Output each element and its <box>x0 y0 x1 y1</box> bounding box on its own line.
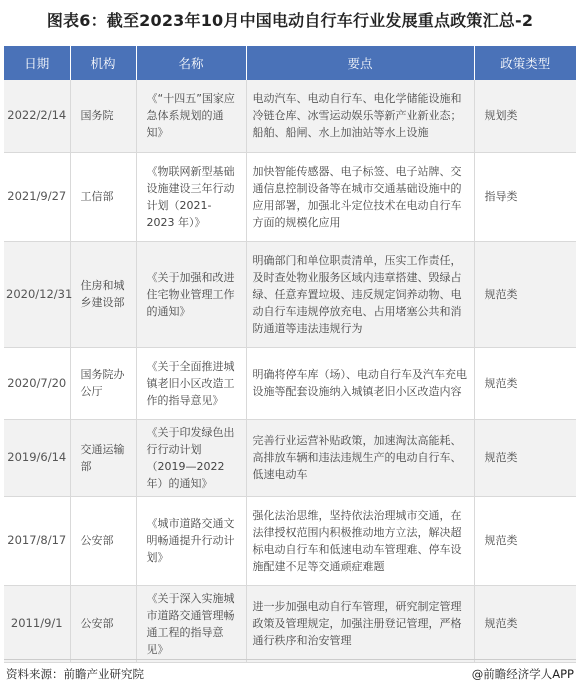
cell-date: 2020/7/20 <box>4 347 70 419</box>
table-row <box>4 152 576 241</box>
table-row <box>4 419 576 496</box>
header-org: 机构 <box>70 46 136 80</box>
header-type: 政策类型 <box>474 46 576 80</box>
cell-name: 《“十四五”国家应急体系规划的通知》 <box>136 80 246 152</box>
table-row <box>4 347 576 419</box>
cell-org: 国务院 <box>70 80 136 152</box>
cell-type: 规范类 <box>474 419 576 496</box>
cell-name: 《城市道路交通文明畅通提升行动计划》 <box>136 496 246 585</box>
header-name: 名称 <box>136 46 246 80</box>
cell-name: 《关于加强和改进住宅物业管理工作的通知》 <box>136 241 246 347</box>
cell-date: 2017/8/17 <box>4 496 70 585</box>
brand-text: @前瞻经济学人APP <box>471 667 574 681</box>
policy-table-container <box>4 46 576 663</box>
cell-points: 明确部门和单位职责清单，压实工作责任，及时查处物业服务区域内违章搭建、毁绿占绿、任意弃置垃圾、违反规定饲养动物、电动自行车违规停放充电、占用堵塞公共和消防通道等违法违规行为 <box>246 241 474 347</box>
page-title: 图表6：截至2023年10月中国电动自行车行业发展重点政策汇总-2 <box>46 11 534 30</box>
cell-points: 加快智能传感器、电子标签、电子站牌、交通信息控制设备等在城市交通基础设施中的应用部署，加强北斗定位技术在电动自行车方面的规模化应用 <box>246 152 474 241</box>
cell-date: 2011/9/1 <box>4 585 70 662</box>
cell-name: 《物联网新型基础设施建设三年行动计划（2021-2023 年）》 <box>136 152 246 241</box>
cell-org: 住房和城乡建设部 <box>70 241 136 347</box>
header-date: 日期 <box>4 46 70 80</box>
cell-points: 完善行业运营补贴政策，加速淘汰高能耗、高排放车辆和违法违规生产的电动自行车、低速电动车 <box>246 419 474 496</box>
cell-date: 2020/12/31 <box>4 241 70 347</box>
cell-name: 《关于全面推进城镇老旧小区改造工作的指导意见》 <box>136 347 246 419</box>
policy-table <box>4 46 576 663</box>
cell-points: 进一步加强电动自行车管理，研究制定管理政策及管理规定，加强注册登记管理，严格通行秩序和治安管理 <box>246 585 474 662</box>
table-row <box>4 80 576 152</box>
cell-type: 规范类 <box>474 347 576 419</box>
cell-points: 明确将停车库（场）、电动自行车及汽车充电设施等配套设施纳入城镇老旧小区改造内容 <box>246 347 474 419</box>
footer-divider <box>4 659 576 660</box>
source-text: 资料来源：前瞻产业研究院 <box>6 667 144 681</box>
cell-type: 指导类 <box>474 152 576 241</box>
cell-type: 规范类 <box>474 241 576 347</box>
table-header-row <box>4 46 576 80</box>
cell-name: 《关于印发绿色出行行动计划（2019—2022 年）的通知》 <box>136 419 246 496</box>
cell-date: 2019/6/14 <box>4 419 70 496</box>
cell-date: 2021/9/27 <box>4 152 70 241</box>
cell-type: 规范类 <box>474 496 576 585</box>
cell-org: 工信部 <box>70 152 136 241</box>
cell-org: 公安部 <box>70 585 136 662</box>
table-row <box>4 241 576 347</box>
cell-org: 公安部 <box>70 496 136 585</box>
cell-points: 电动汽车、电动自行车、电化学储能设施和冷链仓库、冰雪运动娱乐等新产业新业态；船舶、船闸、水上加油站等水上设施 <box>246 80 474 152</box>
header-points: 要点 <box>246 46 474 80</box>
cell-org: 交通运输部 <box>70 419 136 496</box>
cell-org: 国务院办公厅 <box>70 347 136 419</box>
cell-points: 强化法治思维，坚持依法治理城市交通，在法律授权范围内积极推动地方立法，解决超标电动自行车和低速电动车管理难、停车设施配建不足等交通顽症难题 <box>246 496 474 585</box>
cell-type: 规划类 <box>474 80 576 152</box>
cell-type: 规范类 <box>474 585 576 662</box>
cell-name: 《关于深入实施城市道路交通管理畅通工程的指导意见》 <box>136 585 246 662</box>
cell-date: 2022/2/14 <box>4 80 70 152</box>
table-row <box>4 496 576 585</box>
table-row <box>4 585 576 662</box>
